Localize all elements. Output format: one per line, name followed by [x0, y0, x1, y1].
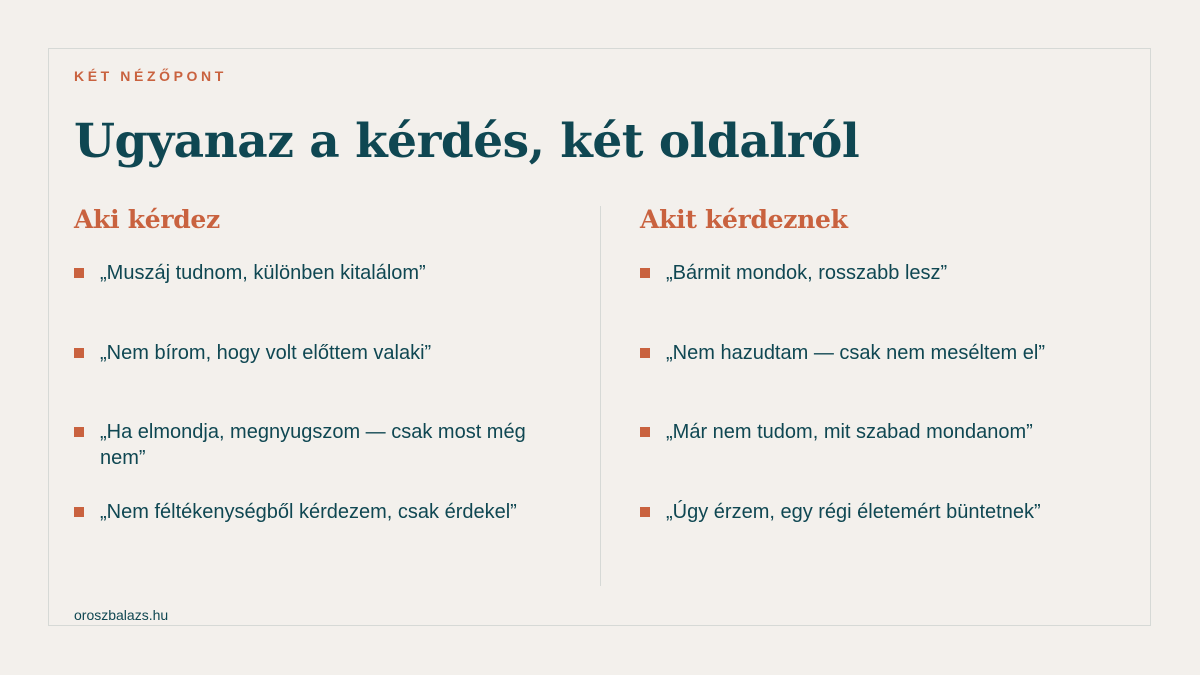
list-item: [640, 499, 1120, 525]
list-item: [74, 419, 564, 471]
column-divider: [600, 206, 601, 586]
slide-title: Ugyanaz a kérdés, két oldalról: [74, 114, 860, 169]
square-bullet-icon: [640, 268, 650, 278]
square-bullet-icon: [74, 268, 84, 278]
right-column-heading: Akit kérdeznek: [640, 205, 848, 234]
list-item: [640, 419, 1120, 445]
square-bullet-icon: [640, 348, 650, 358]
square-bullet-icon: [74, 507, 84, 517]
list-item-text: „Nem féltékenységből kérdezem, csak érdekel”: [100, 501, 517, 523]
list-item-text: „Ha elmondja, megnyugszom — csak most még nem”: [100, 421, 526, 469]
list-item-text: „Bármit mondok, rosszabb lesz”: [666, 262, 948, 284]
footer-site-url: oroszbalazs.hu: [74, 607, 169, 623]
list-item: [640, 260, 1120, 286]
list-item-text: „Muszáj tudnom, különben kitalálom”: [100, 262, 426, 284]
square-bullet-icon: [74, 348, 84, 358]
eyebrow-label: KÉT NÉZŐPONT: [74, 68, 227, 84]
list-item-text: „Úgy érzem, egy régi életemért büntetnek”: [666, 501, 1041, 523]
square-bullet-icon: [74, 427, 84, 437]
square-bullet-icon: [640, 427, 650, 437]
square-bullet-icon: [640, 507, 650, 517]
list-item: [74, 260, 564, 286]
list-item-text: „Nem hazudtam — csak nem meséltem el”: [666, 342, 1046, 364]
list-item: [640, 340, 1120, 366]
list-item: [74, 499, 564, 525]
list-item: [74, 340, 564, 366]
left-column-heading: Aki kérdez: [74, 205, 220, 234]
list-item-text: „Már nem tudom, mit szabad mondanom”: [666, 421, 1033, 443]
list-item-text: „Nem bírom, hogy volt előttem valaki”: [100, 342, 432, 364]
